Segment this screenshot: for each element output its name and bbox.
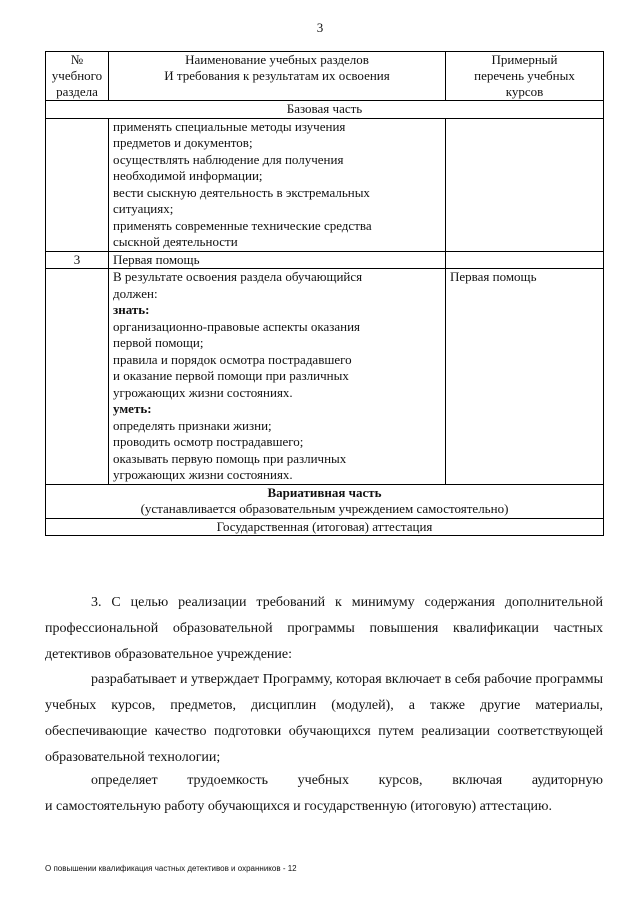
- can-label: уметь:: [113, 401, 152, 416]
- section-title: Первая помощь: [109, 251, 446, 269]
- section-3-content-row: [46, 269, 604, 485]
- state-attestation-title: Государственная (итоговая) аттестация: [46, 518, 604, 536]
- section-number: 3: [46, 251, 109, 269]
- header-section-name: Наименование учебных разделов И требования к результатам их освоения: [109, 52, 446, 101]
- header-course-list: Примерный перечень учебных курсов: [446, 52, 604, 101]
- section-requirements: В результате освоения раздела обучающийся должен: знать: организационно-правовые аспекты оказания первой помощи; правила и порядок осмотра пострадавшего и оказание первой помощи при различных угрожающих жизни состояниях. уметь: определять признаки жизни; проводить осмотр пострадавшего; оказывать первую помощь при различных угрожающих жизни состояниях.: [109, 269, 446, 485]
- base-part-row: [46, 101, 604, 119]
- variative-part-row: [46, 484, 604, 518]
- curriculum-table: [45, 51, 604, 536]
- table-header-row: [46, 52, 604, 101]
- variative-note: (устанавливается образовательным учреждением самостоятельно): [140, 501, 509, 516]
- paragraph-develops-program: разрабатывает и утверждает Программу, которая включает в себя рабочие программы учебных курсов, предметов, дисциплин (модулей), а также другие материалы, обеспечивающие качество подготовки обучающихся путем реализации соответствующей образовательной технологии;: [45, 672, 603, 765]
- table-row: [46, 118, 604, 251]
- state-attestation-row: [46, 518, 604, 536]
- know-label: знать:: [113, 302, 150, 317]
- course-name: Первая помощь: [446, 269, 604, 485]
- paragraph-defines-workload: определяет трудоемкость учебных курсов, включая аудиторную и самостоятельную работу обучающихся и государственную (итоговую) аттестацию.: [45, 773, 603, 814]
- section-3-title-row: [46, 251, 604, 269]
- page-footer: О повышении квалификация частных детективов и охранников - 12: [45, 864, 297, 873]
- base-part-title: Базовая часть: [46, 101, 604, 119]
- continued-requirements: применять специальные методы изучения предметов и документов; осуществлять наблюдение для получения необходимой информации; вести сыскную деятельность в экстремальных ситуациях; применять современные технические средства сыскной деятельности: [109, 118, 446, 251]
- header-section-number: № учебного раздела: [46, 52, 109, 101]
- paragraph-3: 3. С целью реализации требований к минимуму содержания дополнительной профессиональной образовательной программы повышения квалификации частных детективов образовательное учреждение:: [45, 595, 603, 662]
- page-number: 3: [316, 20, 324, 35]
- variative-title: Вариативная часть: [267, 484, 382, 500]
